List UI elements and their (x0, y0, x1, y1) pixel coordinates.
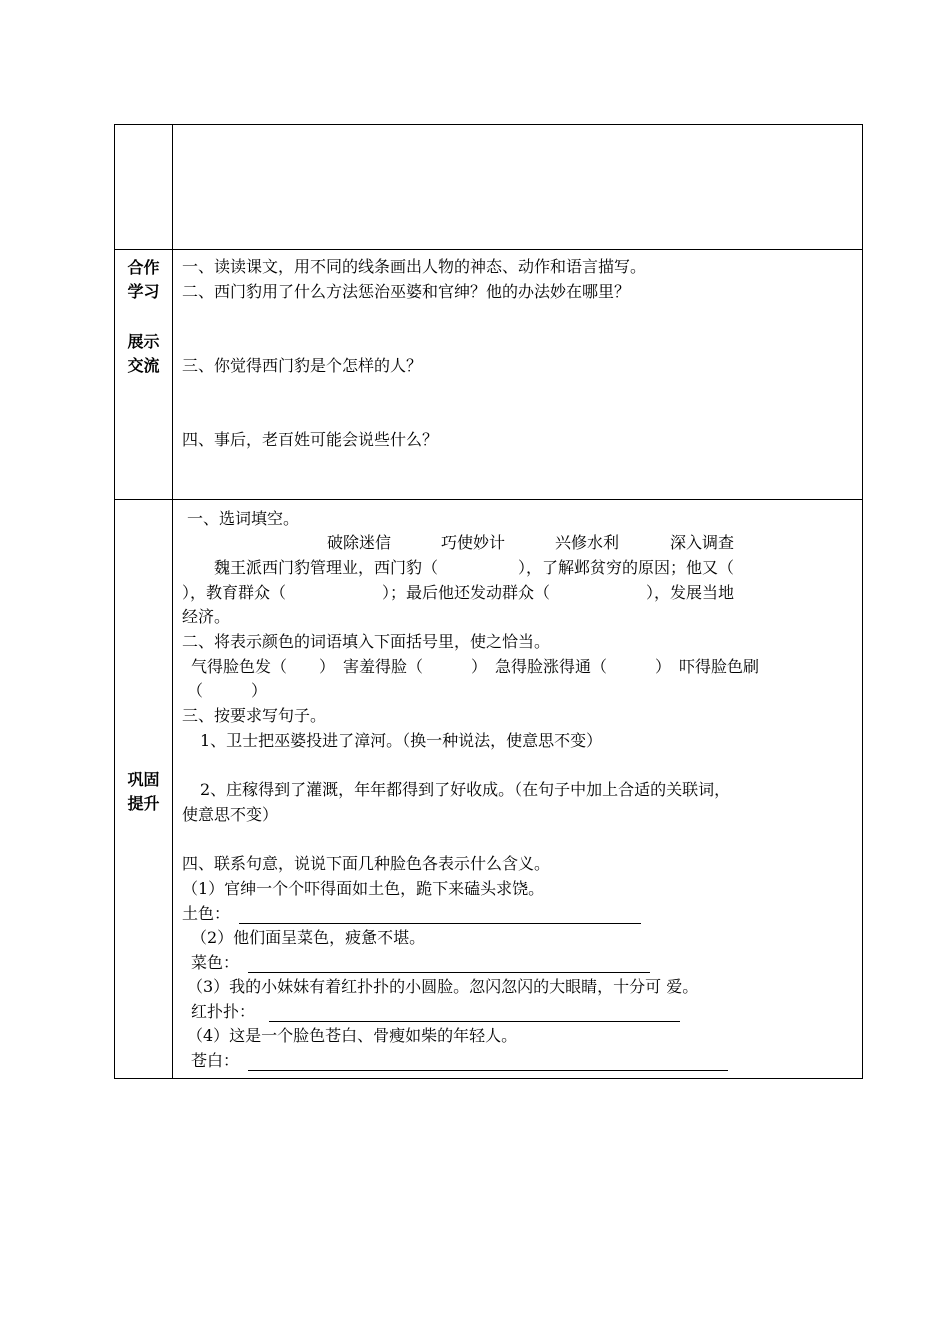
cooperation-label-4: 交流 (127, 356, 160, 375)
answer-blank-1[interactable] (239, 923, 641, 924)
color-words-title: 二、将表示颜色的词语填入下面括号里，使之恰当。 (182, 632, 551, 651)
cooperation-question-4: 四、事后，老百姓可能会说些什么？ (182, 430, 439, 449)
face-color-label-1: 土色： (182, 904, 231, 923)
color-words-line-2: （ ） (187, 681, 268, 700)
cooperation-label-2: 学习 (127, 282, 160, 301)
cooperation-label-3: 展示 (127, 332, 160, 351)
answer-blank-4[interactable] (248, 1070, 728, 1071)
row-divider-2 (115, 499, 862, 500)
face-color-item-3: （3）我的小妹妹有着红扑扑的小圆脸。忽闪忽闪的大眼睛，十分可 爱。 (187, 977, 699, 996)
cooperation-question-1: 一、读读课文，用不同的线条画出人物的神态、动作和语言描写。 (182, 257, 647, 276)
face-color-label-2: 菜色： (191, 953, 240, 972)
answer-blank-2[interactable] (248, 972, 650, 973)
cooperation-label-1: 合作 (127, 258, 160, 277)
fill-in-line-2: ），教育群众（ ）；最后他还发动群众（ ），发展当地 (182, 583, 735, 602)
word-option-3: 兴修水利 (555, 533, 620, 552)
worksheet-table (114, 124, 863, 1079)
fill-in-title: 一、选词填空。 (187, 509, 300, 528)
fill-in-line-1: 魏王派西门豹管理业，西门豹（ ），了解邺贫穷的原因；他又（ (214, 558, 735, 577)
answer-blank-3[interactable] (269, 1021, 680, 1022)
face-color-item-4: （4）这是一个脸色苍白、骨瘦如柴的年轻人。 (187, 1026, 518, 1045)
consolidation-label-2: 提升 (127, 794, 160, 813)
face-color-item-2: （2）他们面呈菜色，疲惫不堪。 (191, 928, 426, 947)
fill-in-line-3: 经济。 (182, 607, 231, 626)
sentence-item-1: 1、卫士把巫婆投进了漳河。（换一种说法，使意思不变） (200, 731, 603, 750)
column-divider (172, 125, 173, 1078)
consolidation-label-1: 巩固 (127, 770, 160, 789)
word-option-2: 巧使妙计 (441, 533, 506, 552)
sentence-item-2-line-2: 使意思不变） (182, 805, 279, 824)
cooperation-question-3: 三、你觉得西门豹是个怎样的人？ (182, 356, 423, 375)
word-option-1: 破除迷信 (327, 533, 392, 552)
sentence-item-2-line-1: 2、庄稼得到了灌溉，年年都得到了好收成。（在句子中加上合适的关联词， (200, 780, 731, 799)
face-color-label-3: 红扑扑： (191, 1002, 256, 1021)
face-color-item-1: （1）官绅一个个吓得面如土色，跪下来磕头求饶。 (182, 879, 545, 898)
word-option-4: 深入调查 (670, 533, 735, 552)
row-divider-1 (115, 249, 862, 250)
color-words-line-1: 气得脸色发（ ） 害羞得脸（ ） 急得脸涨得通（ ） 吓得脸色刷 (191, 657, 760, 676)
cooperation-question-2: 二、西门豹用了什么方法惩治巫婆和官绅？他的办法妙在哪里？ (182, 282, 631, 301)
face-color-label-4: 苍白： (191, 1051, 240, 1070)
sentence-title: 三、按要求写句子。 (182, 706, 327, 725)
face-color-title: 四、联系句意，说说下面几种脸色各表示什么含义。 (182, 854, 551, 873)
